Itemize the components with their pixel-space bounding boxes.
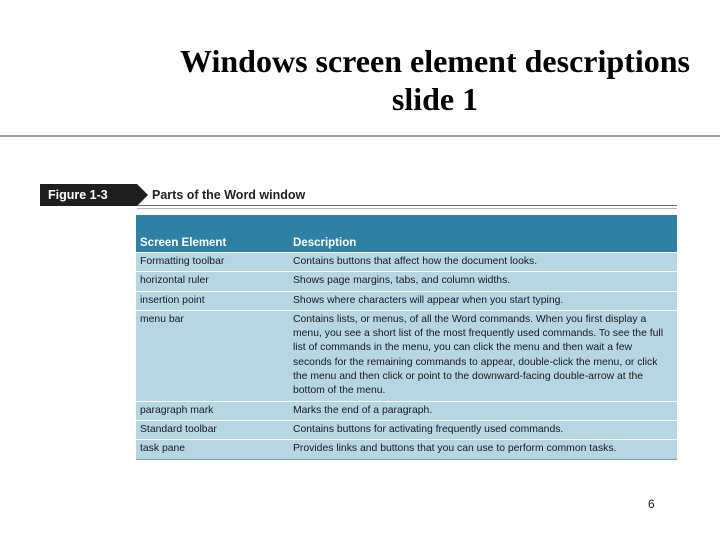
figure-underline-secondary [137,208,677,209]
description-cell: Marks the end of a paragraph. [287,401,677,420]
figure-caption: Parts of the Word window [152,188,306,202]
description-cell: Contains buttons for activating frequently used commands. [287,420,677,439]
page-number: 6 [648,497,655,511]
slide-title: Windows screen element descriptions slide 1 [180,43,690,117]
element-cell: Standard toolbar [136,420,287,439]
element-cell: paragraph mark [136,401,287,420]
element-cell: menu bar [136,310,287,401]
header-description: Description [287,215,677,253]
element-cell: Formatting toolbar [136,253,287,272]
title-divider [0,135,720,137]
table-header-row [136,215,677,253]
header-screen-element: Screen Element [136,215,287,253]
description-cell: Shows where characters will appear when you start typing. [287,291,677,310]
table-row [136,253,677,272]
figure-header [40,184,677,206]
table-row [136,310,677,401]
description-cell: Shows page margins, tabs, and column widths. [287,272,677,291]
element-cell: horizontal ruler [136,272,287,291]
figure-arrow-icon [137,184,148,206]
description-cell: Provides links and buttons that you can use to perform common tasks. [287,440,677,459]
element-cell: insertion point [136,291,287,310]
table-row [136,291,677,310]
description-cell: Contains lists, or menus, of all the Word commands. When you first display a menu, you see a short list of the most frequently used commands. To see the full list of commands in the menu, you can click the menu and then wait a few seconds for the remaining commands to appear, double-click the menu, or click the menu and then click or point to the downward-facing double-arrow at the bottom of the menu. [287,310,677,401]
screen-elements-table [136,215,677,460]
figure-underline [137,205,677,206]
figure-label: Figure 1-3 [40,184,137,206]
table-row [136,272,677,291]
table-row [136,440,677,459]
description-cell: Contains buttons that affect how the document looks. [287,253,677,272]
table-row [136,420,677,439]
element-cell: task pane [136,440,287,459]
table-row [136,401,677,420]
